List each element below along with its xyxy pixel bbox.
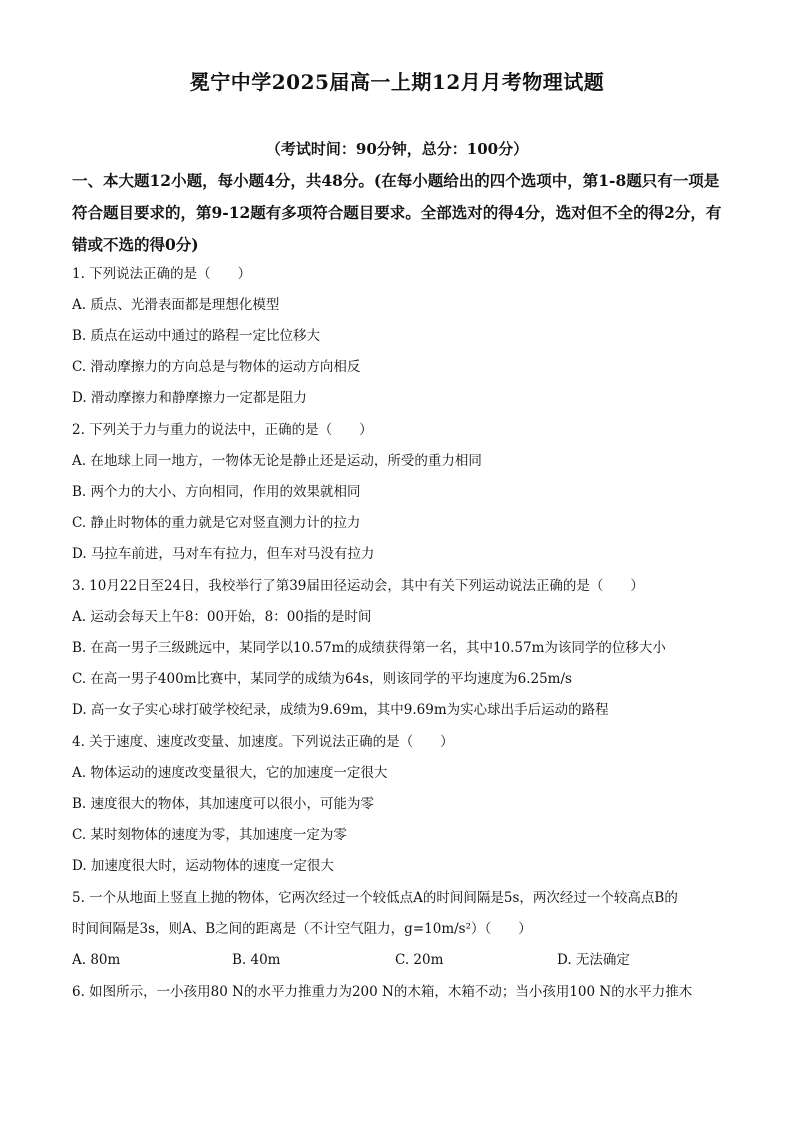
q2-option-b: B. 两个力的大小、方向相同，作用的效果就相同 bbox=[72, 484, 361, 500]
q5-options bbox=[72, 950, 712, 970]
q1-option-b: B. 质点在运动中通过的路程一定比位移大 bbox=[72, 328, 321, 344]
exam-subtitle: （考试时间：90分钟，总分：100分） bbox=[265, 140, 529, 158]
q1-stem: 1. 下列说法正确的是（ ） bbox=[72, 266, 252, 282]
q2-option-d: D. 马拉车前进，马对车有拉力，但车对马没有拉力 bbox=[72, 546, 375, 562]
q1-option-d: D. 滑动摩擦力和静摩擦力一定都是阻力 bbox=[72, 390, 307, 406]
q3-option-a: A. 运动会每天上午8：00开始，8：00指的是时间 bbox=[72, 609, 372, 625]
q3-option-b: B. 在高一男子三级跳远中，某同学以10.57m的成绩获得第一名，其中10.57m为该同学的位移大小 bbox=[72, 640, 666, 656]
q1-option-a: A. 质点、光滑表面都是理想化模型 bbox=[72, 297, 280, 313]
exam-title: 冕宁中学2025届高一上期12月月考物理试题 bbox=[189, 70, 605, 94]
q4-stem: 4. 关于速度、速度改变量、加速度。下列说法正确的是（ ） bbox=[72, 734, 454, 750]
q4-option-a: A. 物体运动的速度改变量很大，它的加速度一定很大 bbox=[72, 765, 388, 781]
q4-option-d: D. 加速度很大时，运动物体的速度一定很大 bbox=[72, 858, 334, 874]
q1-option-c: C. 滑动摩擦力的方向总是与物体的运动方向相反 bbox=[72, 359, 361, 375]
q5-stem-line1: 5. 一个从地面上竖直上抛的物体，它两次经过一个较低点A的时间间隔是5s，两次经过一个较高点B的 bbox=[72, 890, 678, 906]
q5-option-b: B. 40m bbox=[232, 952, 281, 968]
q4-option-c: C. 某时刻物体的速度为零，其加速度一定为零 bbox=[72, 827, 347, 843]
q3-option-d: D. 高一女子实心球打破学校纪录，成绩为9.69m，其中9.69m为实心球出手后运动的路程 bbox=[72, 702, 609, 718]
q3-stem: 3. 10月22日至24日，我校举行了第39届田径运动会，其中有关下列运动说法正确的是（ ） bbox=[72, 578, 644, 594]
q4-option-b: B. 速度很大的物体，其加速度可以很小，可能为零 bbox=[72, 796, 375, 812]
q3-option-c: C. 在高一男子400m比赛中，某同学的成绩为64s，则该同学的平均速度为6.25m/s bbox=[72, 671, 572, 687]
q2-stem: 2. 下列关于力与重力的说法中，正确的是（ ） bbox=[72, 422, 373, 438]
q6-stem-line1: 6. 如图所示，一小孩用80 N的水平力推重力为200 N的木箱，木箱不动；当小孩用100 N的水平力推木 bbox=[72, 984, 693, 1000]
q5-option-a: A. 80m bbox=[72, 952, 121, 968]
q5-stem-line2: 时间间隔是3s，则A、B之间的距离是（不计空气阻力，g=10m/s²）（ ） bbox=[72, 921, 532, 937]
section-header: 一、本大题12小题，每小题4分，共48分。(在每小题给出的四个选项中，第1-8题只有一项是符合题目要求的，第9-12题有多项符合题目要求。全部选对的得4分，选对但不全的得2分，有错或不选的得0分) bbox=[72, 171, 722, 254]
q2-option-c: C. 静止时物体的重力就是它对竖直测力计的拉力 bbox=[72, 515, 361, 531]
q2-option-a: A. 在地球上同一地方，一物体无论是静止还是运动，所受的重力相同 bbox=[72, 453, 482, 469]
q5-option-d: D. 无法确定 bbox=[557, 952, 630, 968]
q5-option-c: C. 20m bbox=[395, 952, 444, 968]
